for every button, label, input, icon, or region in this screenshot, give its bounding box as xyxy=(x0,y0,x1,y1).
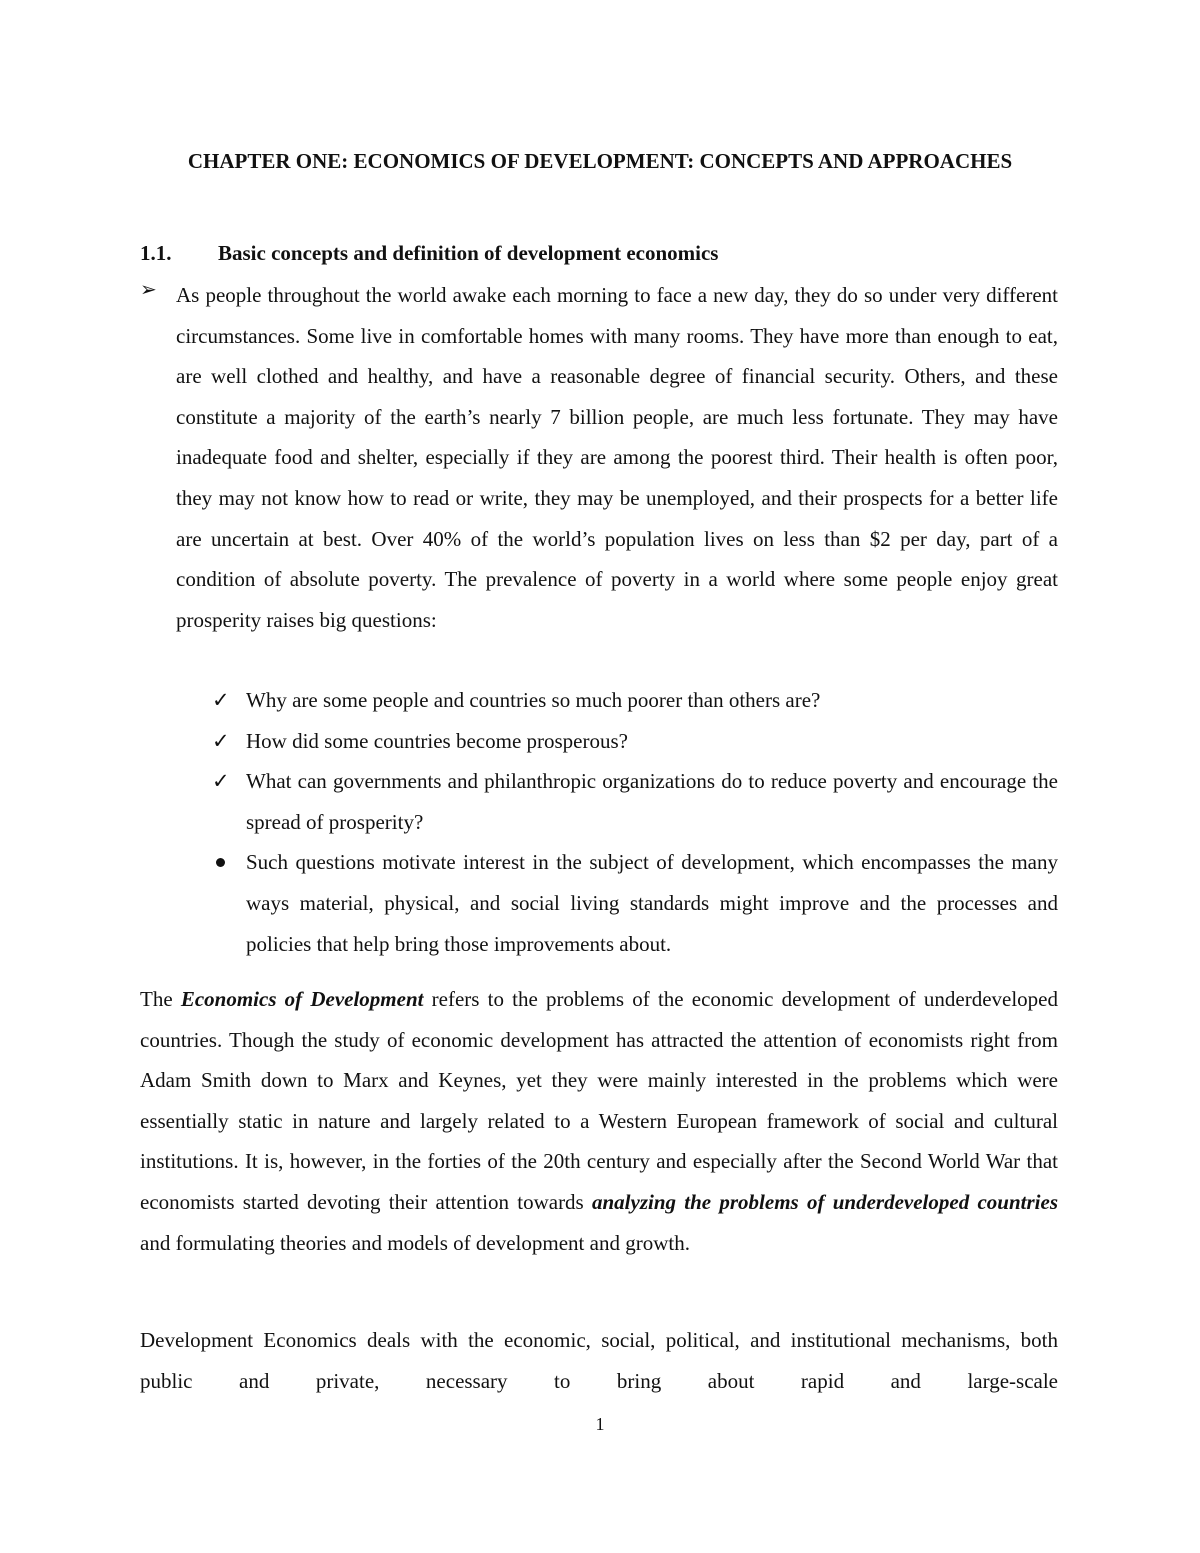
checkmark-icon: ✓ xyxy=(212,769,230,794)
paragraph-text: and formulating theories and models of development and growth. xyxy=(140,1230,690,1255)
arrow-bullet-icon: ➢ xyxy=(140,279,157,301)
question-list xyxy=(212,680,1058,964)
paragraph-text: The xyxy=(140,987,181,1011)
section-heading xyxy=(140,236,718,270)
dot-bullet-item xyxy=(246,842,1058,964)
emphasis-economics-of-development: Economics of Development xyxy=(180,987,424,1011)
question-item xyxy=(212,680,1058,721)
paragraph-development-economics: Development Economics deals with the economic, social, political, and institutional mechanisms, both public and private, necessary to bring about rapid and large-scale xyxy=(140,1328,1058,1393)
page-number: 1 xyxy=(595,1414,605,1434)
emphasis-analyzing-problems: analyzing the problems of underdeveloped countries xyxy=(592,1189,1058,1214)
checkmark-icon: ✓ xyxy=(212,688,230,712)
question-item xyxy=(212,721,1058,762)
question-text: How did some countries become prosperous? xyxy=(246,728,628,753)
question-text: Why are some people and countries so much poorer than others are? xyxy=(246,688,821,712)
question-item xyxy=(212,761,1058,842)
bullet-dot-icon xyxy=(216,858,225,867)
chapter-title: CHAPTER ONE: ECONOMICS OF DEVELOPMENT: CONCEPTS AND APPROACHES xyxy=(187,149,1013,173)
paragraph-economics-of-development xyxy=(140,979,1058,1263)
paragraph-text: refers to the problems of the economic development of underdeveloped countries. Though the study of economic development has attracted the attention of economists right from Adam Smith down to Marx and Keynes, yet they were mainly interested in the problems which were essentially static in nature and largely related to a Western European framework of social and cultural institutions. It is, however, in the forties of the 20th century and especially after the Second World War that economists started devoting their attention towards xyxy=(140,987,1058,1214)
checkmark-icon: ✓ xyxy=(212,728,230,753)
section-number: 1.1. xyxy=(140,241,172,265)
arrow-bullet-text: As people throughout the world awake each morning to face a new day, they do so under very different circumstances. Some live in comfortable homes with many rooms. They have more than enough to eat, are well clothed and healthy, and have a reasonable degree of financial security. Others, and these constitute a majority of the earth’s nearly 7 billion people, are much less fortunate. They may have inadequate food and shelter, especially if they are among the poorest third. Their health is often poor, they may not know how to read or write, they may be unemployed, and their prospects for a better life are uncertain at best. Over 40% of the world’s population lives on less than $2 per day, part of a condition of absolute poverty. The prevalence of poverty in a world where some people enjoy great prosperity raises big questions: xyxy=(176,283,1058,632)
dot-bullet-text: Such questions motivate interest in the subject of development, which encompasses the many ways material, physical, and social living standards might improve and the processes and policies that help bring those improvements about. xyxy=(246,850,1058,956)
section-heading-text: Basic concepts and definition of development economics xyxy=(218,241,719,265)
question-text: What can governments and philanthropic organizations do to reduce poverty and encourage the spread of prosperity? xyxy=(246,769,1058,834)
